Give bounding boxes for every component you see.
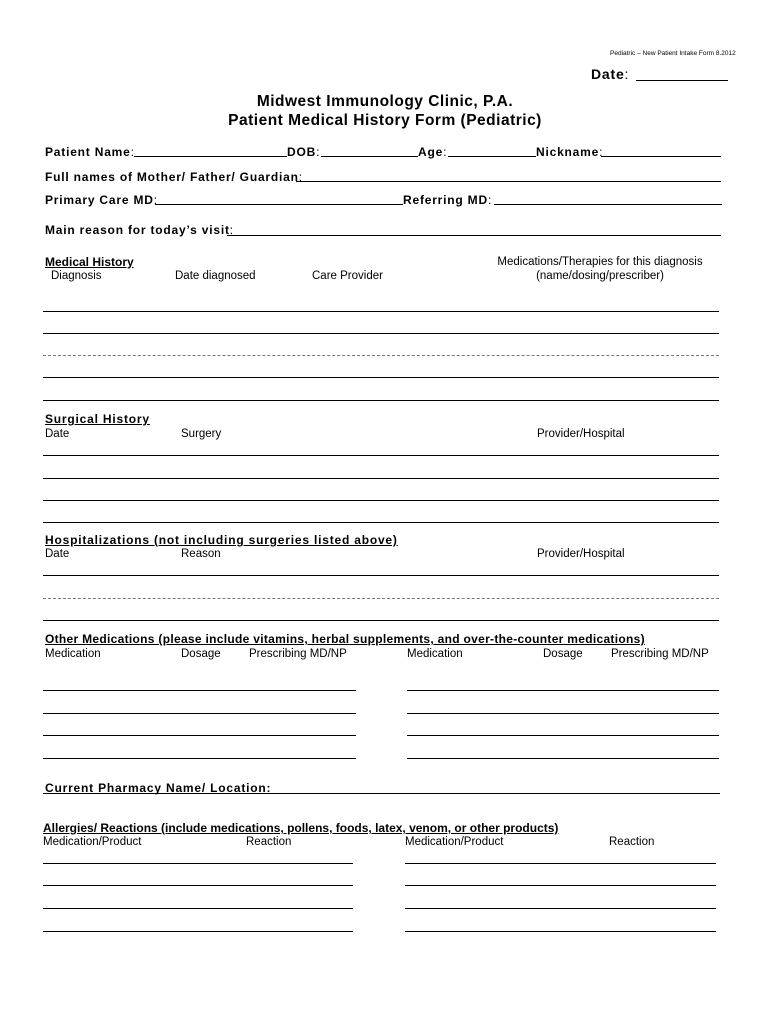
nickname-field[interactable] — [601, 156, 721, 157]
primary-md-field[interactable] — [155, 204, 403, 205]
medical-history-line[interactable] — [43, 377, 719, 378]
dob-label: DOB: — [287, 145, 321, 159]
surgical-history-line[interactable] — [43, 455, 719, 456]
col-prescribing-right: Prescribing MD/NP — [611, 648, 709, 660]
col-medications-therapies: Medications/Therapies for this diagnosis — [497, 256, 703, 268]
other-medications-title: Other Medications (please include vitamins, herbal supplements, and over-the-counter medications) — [45, 632, 645, 646]
col-dosage-right: Dosage — [543, 648, 583, 660]
allergy-line-right[interactable] — [405, 931, 716, 932]
medication-line-left[interactable] — [43, 758, 356, 759]
col-surgery: Surgery — [181, 428, 222, 440]
age-label: Age: — [418, 145, 448, 159]
col-allergy-product-left: Medication/Product — [43, 836, 142, 848]
col-hosp-provider: Provider/Hospital — [537, 548, 625, 560]
patient-name-field[interactable] — [134, 156, 287, 157]
col-surgery-date: Date — [45, 428, 70, 440]
allergy-line-right[interactable] — [405, 885, 716, 886]
patient-name-label: Patient Name: — [45, 145, 135, 159]
col-allergy-reaction-right: Reaction — [609, 836, 655, 848]
form-version-note: Pediatric – New Patient Intake Form 8.2012 — [610, 50, 736, 57]
surgical-history-line[interactable] — [43, 478, 719, 479]
col-allergy-product-right: Medication/Product — [405, 836, 504, 848]
guardian-label: Full names of Mother/ Father/ Guardian: — [45, 170, 303, 184]
medication-line-right[interactable] — [407, 735, 719, 736]
medical-history-line[interactable] — [43, 355, 719, 356]
hospitalization-line[interactable] — [43, 620, 719, 621]
col-care-provider: Care Provider — [312, 270, 383, 282]
date-label: Date: — [591, 66, 630, 82]
reason-field[interactable] — [227, 235, 721, 236]
hospitalization-line[interactable] — [43, 598, 719, 599]
date-field[interactable] — [636, 80, 728, 81]
col-medication-right: Medication — [407, 648, 463, 660]
col-date-diagnosed: Date diagnosed — [175, 270, 256, 282]
dob-field[interactable] — [321, 156, 418, 157]
allergy-line-left[interactable] — [43, 908, 353, 909]
col-surgery-provider: Provider/Hospital — [537, 428, 625, 440]
primary-md-label: Primary Care MD: — [45, 193, 158, 207]
form-title: Patient Medical History Form (Pediatric) — [228, 112, 542, 129]
pharmacy-field[interactable] — [43, 793, 720, 794]
medication-line-left[interactable] — [43, 735, 356, 736]
medication-line-left[interactable] — [43, 690, 356, 691]
medical-history-line[interactable] — [43, 400, 719, 401]
medical-history-line[interactable] — [43, 311, 719, 312]
surgical-history-title: Surgical History — [45, 412, 150, 426]
medical-history-line[interactable] — [43, 333, 719, 334]
medication-line-left[interactable] — [43, 713, 356, 714]
medication-line-right[interactable] — [407, 713, 719, 714]
col-hosp-reason: Reason — [181, 548, 221, 560]
nickname-label: Nickname: — [536, 145, 604, 159]
allergy-line-right[interactable] — [405, 863, 716, 864]
col-medications-detail: (name/dosing/prescriber) — [536, 270, 664, 282]
col-allergy-reaction-left: Reaction — [246, 836, 292, 848]
age-field[interactable] — [448, 156, 536, 157]
allergy-line-left[interactable] — [43, 863, 353, 864]
allergy-line-right[interactable] — [405, 908, 716, 909]
allergy-line-left[interactable] — [43, 931, 353, 932]
guardian-field[interactable] — [296, 181, 721, 182]
hospitalization-line[interactable] — [43, 575, 719, 576]
clinic-name: Midwest Immunology Clinic, P.A. — [256, 93, 514, 110]
col-prescribing-left: Prescribing MD/NP — [249, 648, 347, 660]
referring-md-field[interactable] — [494, 204, 722, 205]
medication-line-right[interactable] — [407, 758, 719, 759]
reason-label: Main reason for today’s visit: — [45, 223, 234, 237]
hospitalizations-title: Hospitalizations (not including surgeries listed above) — [45, 533, 398, 547]
surgical-history-line[interactable] — [43, 522, 719, 523]
allergies-title: Allergies/ Reactions (include medications, pollens, foods, latex, venom, or other products) — [43, 821, 559, 835]
referring-md-label: Referring MD: — [403, 193, 493, 207]
allergy-line-left[interactable] — [43, 885, 353, 886]
col-medication-left: Medication — [45, 648, 101, 660]
surgical-history-line[interactable] — [43, 500, 719, 501]
col-hosp-date: Date — [45, 548, 70, 560]
pharmacy-label: Current Pharmacy Name/ Location: — [45, 781, 272, 795]
col-diagnosis: Diagnosis — [51, 270, 102, 282]
medical-history-title: Medical History — [45, 255, 134, 269]
medication-line-right[interactable] — [407, 690, 719, 691]
col-dosage-left: Dosage — [181, 648, 221, 660]
